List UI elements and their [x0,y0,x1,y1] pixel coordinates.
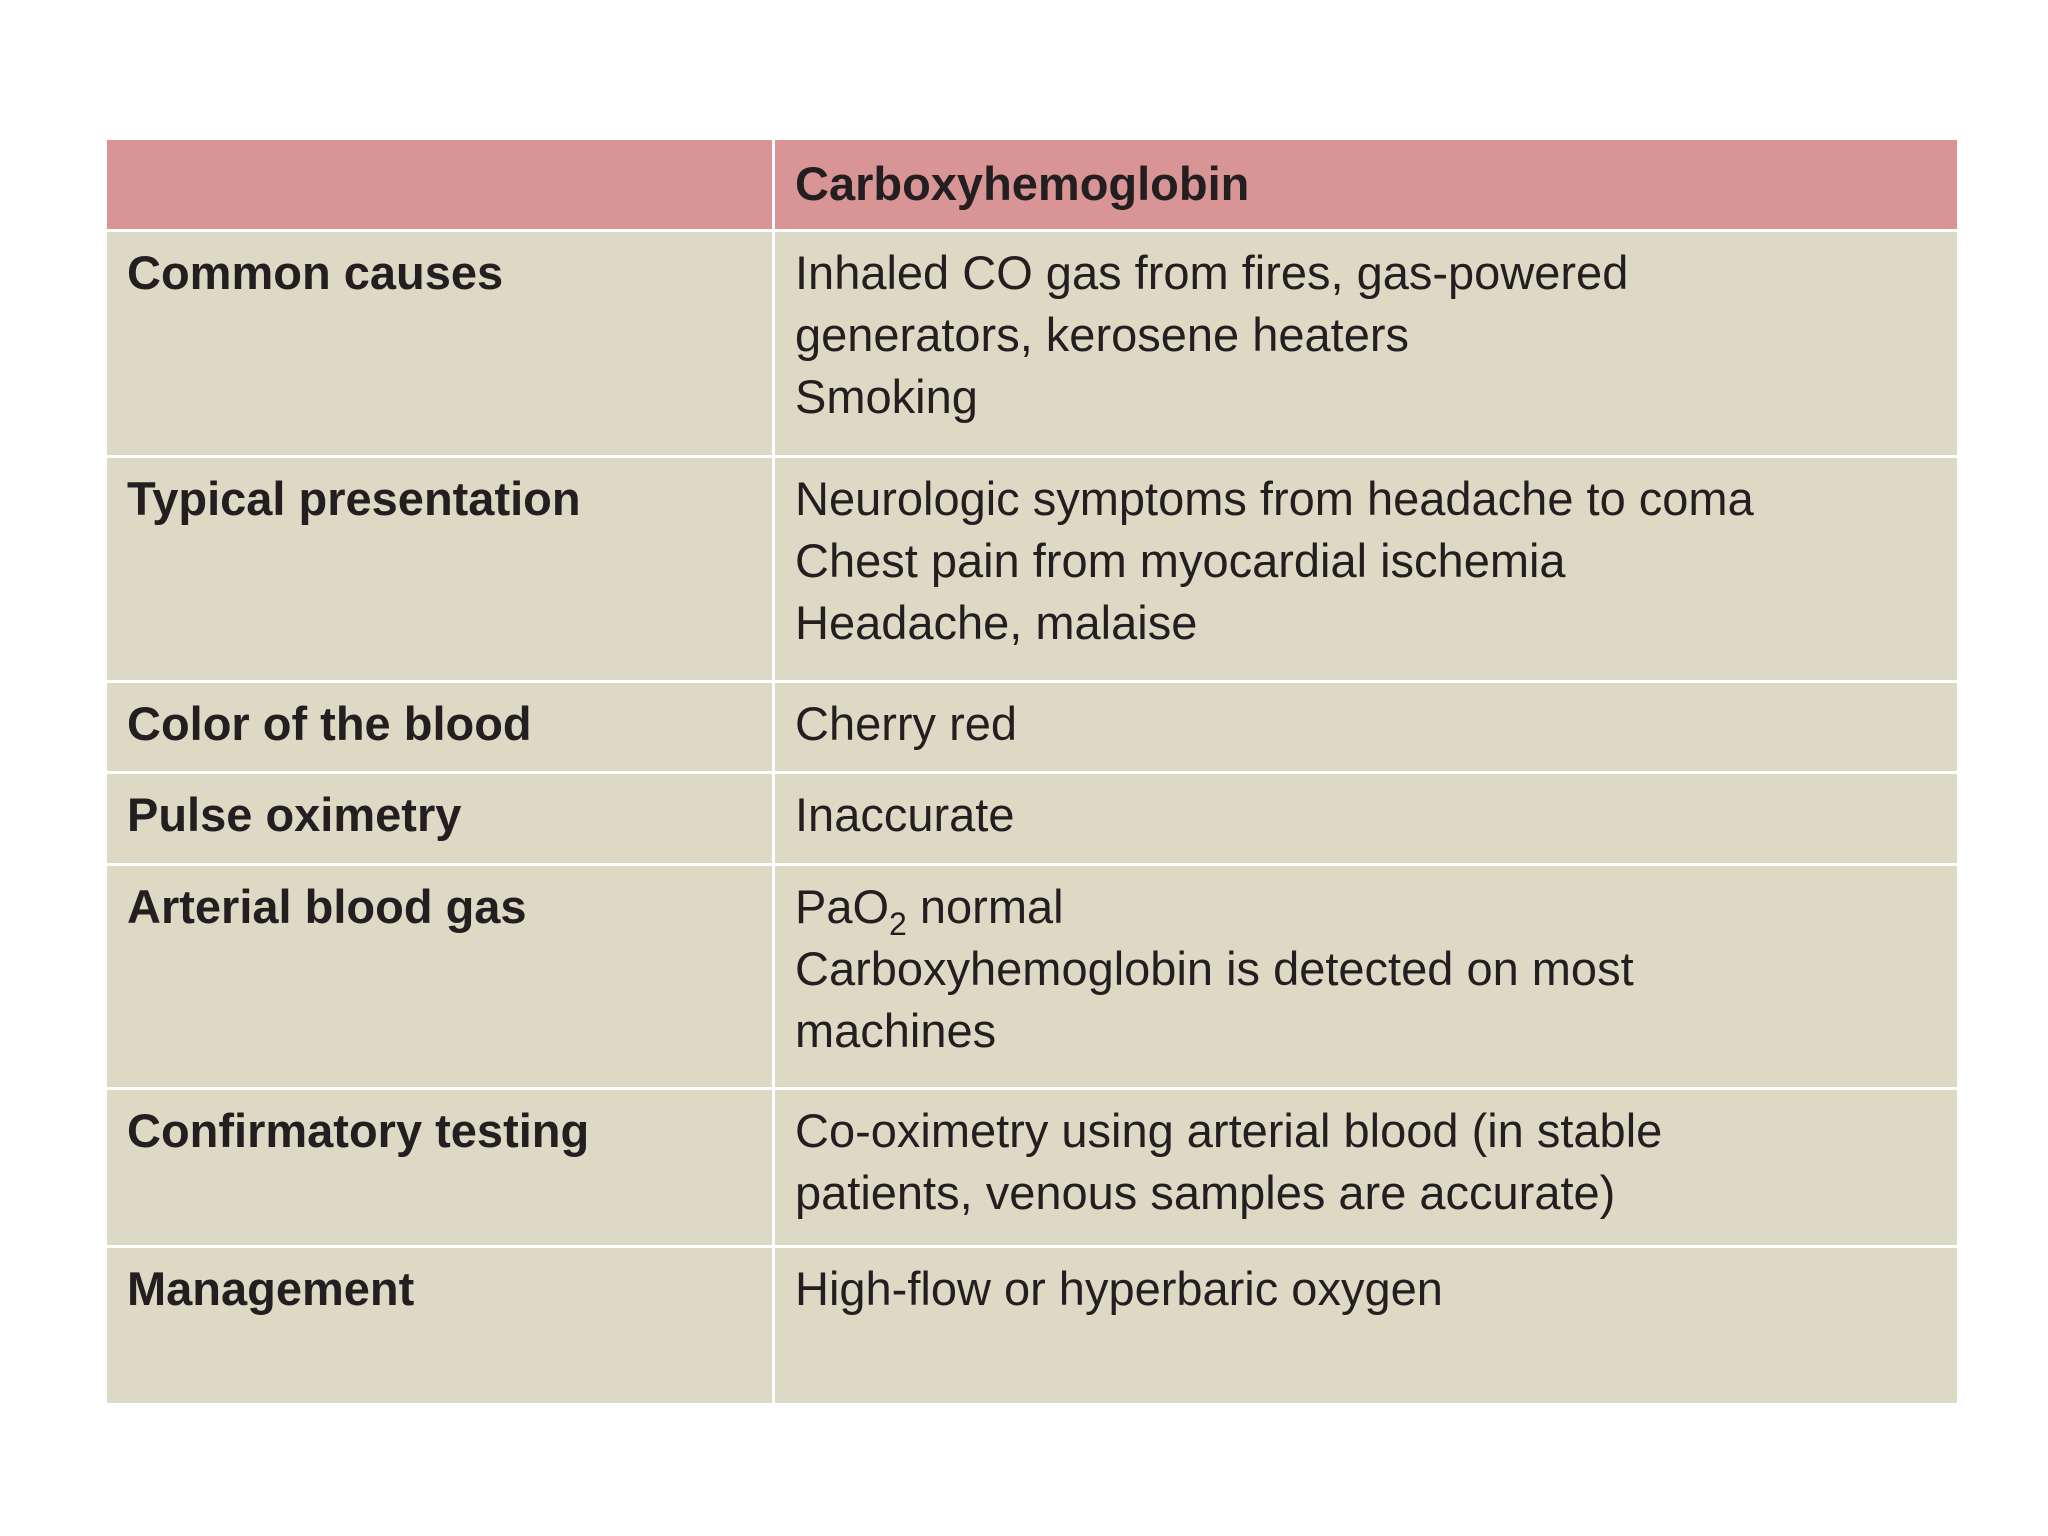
row-label-cell [106,682,774,773]
pao2-subscript: 2 [889,906,907,942]
row-value-cell [774,865,1959,1089]
value-line: machines [795,1004,997,1057]
value-line: Inhaled CO gas from fires, gas-powered [795,246,1629,299]
row-label-cell [106,1089,774,1247]
row-label: Arterial blood gas [127,880,527,933]
header-cell-empty [106,139,774,231]
value-line: Headache, malaise [795,596,1198,649]
row-value-cell [774,231,1959,457]
row-label-cell [106,231,774,457]
row-value-cell [774,682,1959,773]
row-label: Pulse oximetry [127,788,462,841]
value-line: patients, venous samples are accurate) [795,1166,1616,1219]
row-label: Confirmatory testing [127,1104,590,1157]
value-line: Inaccurate [795,788,1015,841]
row-label: Common causes [127,246,504,299]
table-row [106,773,1959,865]
header-cell-carboxyhemoglobin [774,139,1959,231]
row-label: Color of the blood [127,697,532,750]
row-value-cell [774,773,1959,865]
row-label-cell [106,1247,774,1405]
value-line: Cherry red [795,697,1018,750]
value-line: Neurologic symptoms from headache to coma [795,472,1754,525]
table-header-row [106,139,1959,231]
row-value-cell [774,1247,1959,1405]
value-line: Co-oximetry using arterial blood (in stable [795,1104,1663,1157]
table-row [106,682,1959,773]
row-value-cell [774,457,1959,682]
row-label: Typical presentation [127,472,581,525]
row-label-cell [106,457,774,682]
table-row [106,1089,1959,1247]
table-row [106,1247,1959,1405]
pao2-suffix: normal [906,880,1064,933]
row-label: Management [127,1262,415,1315]
row-label-cell [106,865,774,1089]
value-line: High-flow or hyperbaric oxygen [795,1262,1443,1315]
value-line: generators, kerosene heaters [795,308,1409,361]
table-row [106,231,1959,457]
comparison-table [104,137,1960,1406]
pao2-line [795,876,1957,942]
value-line: Chest pain from myocardial ischemia [795,534,1566,587]
value-line: Smoking [795,370,978,423]
row-value-cell [774,1089,1959,1247]
table-row [106,457,1959,682]
header-label-2: Carboxyhemoglobin [795,157,1250,210]
header-label-1 [107,140,772,153]
pao2-prefix: PaO [795,880,890,933]
row-label-cell [106,773,774,865]
table-row [106,865,1959,1089]
value-line: Carboxyhemoglobin is detected on most [795,942,1634,995]
